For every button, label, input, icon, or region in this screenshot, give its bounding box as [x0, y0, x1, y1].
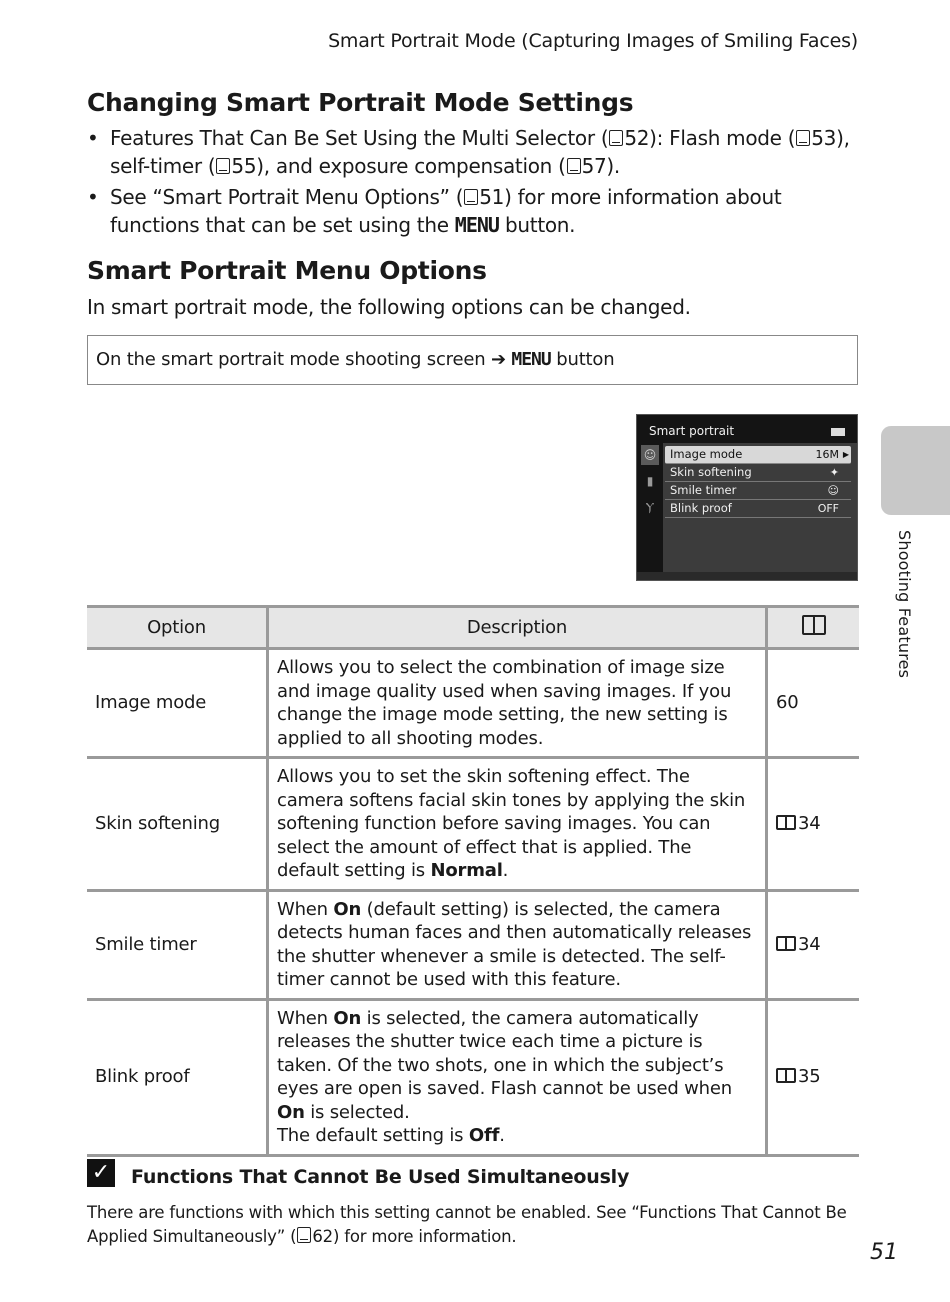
option-page-ref [767, 999, 860, 1155]
desc-text: . [499, 1125, 505, 1146]
side-tab-marker [881, 426, 950, 515]
note-text [87, 1201, 847, 1249]
table-row [87, 890, 859, 999]
desc-bold: Off [468, 1125, 500, 1146]
ref-number: 34 [798, 933, 821, 955]
option-name: Blink proof [87, 999, 268, 1155]
movie-tab-icon: ▮ [646, 474, 654, 488]
option-description [268, 890, 767, 999]
ref-number: 34 [798, 813, 821, 834]
camera-lcd-screen [636, 414, 858, 581]
desc-text: is selected. [304, 1101, 410, 1123]
header-page-ref [767, 607, 860, 649]
bullet2-text-c: button. [498, 213, 576, 237]
book-ref-icon [609, 130, 623, 146]
path-suffix: button [556, 349, 615, 370]
desc-bold: On [333, 1007, 362, 1029]
book-ref-icon [297, 1227, 311, 1243]
lcd-menu-list [665, 446, 851, 518]
bullet1-text-d: 55), and exposure compensation ( [231, 154, 566, 178]
note-check-icon: ✓ [87, 1159, 115, 1187]
table-header-row [87, 607, 859, 649]
desc-text: Allows you to set the skin softening effect. The camera softens facial skin tones by applying the skin softening function before saving images. You can select the amount of effect that is applied. The default setting is [277, 766, 746, 881]
wrench-setup-icon: Ⲩ [645, 500, 655, 514]
book-ref-icon [216, 158, 230, 174]
menu-path-box [87, 335, 858, 385]
note-title: Functions That Cannot Be Used Simultaneously [131, 1166, 630, 1188]
bullet-dot: • [87, 126, 99, 150]
bullet2-text-b: 51) for more information about functions that can be set using the [110, 185, 782, 237]
running-head: Smart Portrait Mode (Capturing Images of Smiling Faces) [328, 30, 858, 52]
page-number: 51 [870, 1240, 898, 1265]
option-page-ref [767, 758, 860, 891]
reference-section-icon [776, 1068, 796, 1083]
lcd-item-label: Image mode [670, 447, 743, 461]
option-page-ref [767, 890, 860, 999]
lcd-title: Smart portrait [649, 424, 735, 438]
desc-bold: Normal [430, 860, 503, 881]
desc-bold: On [277, 1101, 305, 1123]
desc-text: (default setting) is selected, the camera detects human faces and then automatically releases the shutter whenever a smile is detected. The self-timer cannot be used with this feature. [277, 898, 752, 990]
bullet1-text-e: 57). [581, 154, 620, 178]
lcd-menu-item-image-mode [665, 446, 851, 464]
battery-icon [831, 428, 845, 436]
chevron-right-icon: ▶ [842, 450, 849, 459]
option-name: Skin softening [87, 758, 268, 891]
desc-text: When [277, 898, 334, 920]
lcd-tabs [641, 445, 661, 523]
book-ref-icon [796, 130, 810, 146]
ref-number: 35 [798, 1066, 821, 1088]
smile-timer-icon: ☺ [827, 484, 839, 497]
book-ref-icon [567, 158, 581, 174]
image-mode-value-icon: 16M [815, 448, 839, 461]
lcd-item-label: Smile timer [670, 483, 737, 497]
book-ref-icon [464, 189, 478, 205]
option-description [268, 999, 767, 1155]
section-title-settings: Changing Smart Portrait Mode Settings [87, 88, 634, 117]
option-name: Image mode [87, 649, 268, 758]
lcd-item-label: Skin softening [670, 465, 752, 479]
intro-text: In smart portrait mode, the following options can be changed. [87, 295, 691, 319]
note-text-a: There are functions with which this setting cannot be enabled. See “Functions That Cannot Be Applied Simultaneously” ( [87, 1203, 847, 1246]
lcd-menu-item-skin-softening [665, 464, 851, 482]
desc-bold: On [333, 898, 362, 920]
option-page-ref: 60 [767, 649, 860, 758]
bullet-menu-options [87, 183, 867, 239]
header-option: Option [87, 607, 268, 649]
option-name: Smile timer [87, 890, 268, 999]
option-description: Allows you to select the combination of image size and image quality used when saving images. If you change the image mode setting, the new setting is applied to all shooting modes. [268, 649, 767, 758]
book-ref-icon [802, 615, 826, 635]
option-description [268, 758, 767, 891]
lcd-bottom-bar [637, 572, 857, 580]
lcd-menu-item-smile-timer [665, 482, 851, 500]
blink-proof-value: OFF [817, 502, 839, 515]
desc-text: . [502, 860, 509, 881]
bullet-dot: • [87, 185, 99, 209]
arrow-right-icon: ➔ [490, 349, 506, 370]
header-description: Description [268, 607, 767, 649]
desc-text: The default setting is [277, 1125, 469, 1146]
desc-text: When [277, 1007, 334, 1029]
settings-bullets [87, 124, 867, 242]
smile-mode-tab-icon: ☺ [641, 445, 659, 465]
menu-button-label: MENU [511, 349, 551, 370]
menu-button-label: MENU [454, 213, 499, 237]
table-row [87, 999, 859, 1155]
lcd-item-label: Blink proof [670, 501, 732, 515]
note-text-b: 62) for more information. [312, 1227, 517, 1246]
table-row [87, 649, 859, 758]
section-title-menu-options: Smart Portrait Menu Options [87, 256, 487, 285]
lcd-menu-item-blink-proof [665, 500, 851, 518]
desc-text: is selected, the camera automatically releases the shutter twice each time a picture is taken. Of the two shots, one in which the subject’s eyes are open is saved. Flash cannot be used when [277, 1007, 732, 1099]
bullet-multi-selector [87, 124, 867, 180]
reference-section-icon [776, 815, 796, 830]
bullet1-text-a: Features That Can Be Set Using the Multi Selector ( [110, 126, 609, 150]
table-row [87, 758, 859, 891]
side-tab-label: Shooting Features [895, 530, 914, 679]
bullet2-text-a: See “Smart Portrait Menu Options” ( [110, 185, 464, 209]
options-table [87, 605, 859, 1157]
path-text: On the smart portrait mode shooting screen [96, 349, 486, 370]
bullet1-text-b: 52): Flash mode ( [624, 126, 796, 150]
reference-section-icon [776, 936, 796, 951]
skin-softening-icon: ✦ [829, 466, 839, 479]
bullet1-text-c: 53), self-timer ( [110, 126, 850, 178]
